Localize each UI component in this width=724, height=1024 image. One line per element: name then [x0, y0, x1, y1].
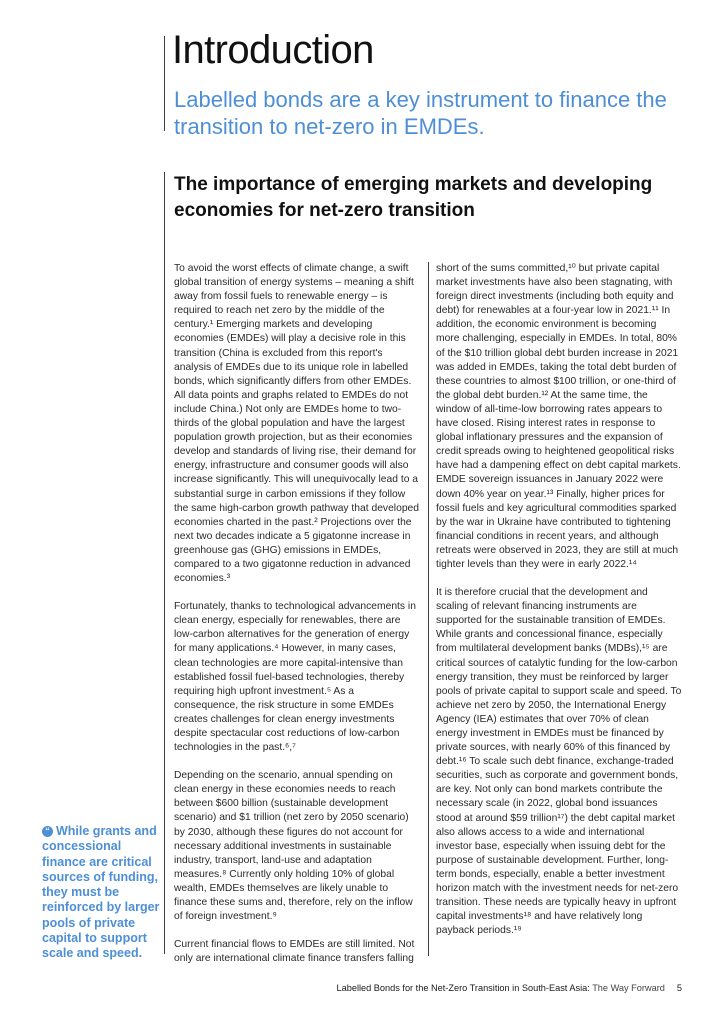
pull-quote: [42, 824, 160, 962]
body-paragraph: Current financial flows to EMDEs are still limited. Not only are international climate finance transfers falling: [174, 939, 415, 965]
page-number: 5: [676, 983, 682, 993]
section-rule: [164, 172, 165, 954]
footer-publication: Labelled Bonds for the Net-Zero Transition in South-East Asia:: [336, 983, 590, 993]
body-paragraph: It is therefore crucial that the development and scaling of relevant financing instruments are supported for the sustainable transition of EMDEs. While grants and concessional finance, especially from multilateral development banks (MDBs),¹⁵ are critical sources of catalytic funding for the low-carbon energy transition, they must be reinforced by larger pools of private capital to support scale and speed. To achieve net zero by 2050, the International Energy Agency (IEA) estimates that over 70% of clean energy investment in EMDEs must be financed by private sources, with nearly 60% of this financed by debt.¹⁶ To scale such debt finance, exchange-traded securities, such as corporate and government bonds, are key. Not only can bond markets contribute the necessary scale (in 2022, global bond issuances stood at around $59 trillion¹⁷) the debt capital market also allows access to a wide and international investor base, especially when issuing debt for the purpose of sustainable development. Further, long-term bonds, especially, enable a better investment horizon match with the investment needs for net-zero transition. These needs are typically heavy in upfront capital investments¹⁸ and have relatively long payback periods.¹⁹: [436, 587, 682, 937]
body-paragraph: short of the sums committed,¹⁰ but private capital market investments have also been stagnating, with foreign direct investments (including both equity and debt) for renewables at a four-year low in 2021.¹¹ In addition, the economic environment is becoming more challenging, especially in EMDEs. In total, 80% of the $10 trillion global debt burden increase in 2021 was added in EMDEs, taking the total debt burden of these countries to almost $100 trillion, or one-third of the global debt burden.¹² At the same time, the window of all-time-low borrowing rates appears to have closed. Rising interest rates in response to global inflationary pressures and the expansion of credit spreads owing to heightened geopolitical risks have had a dampening effect on debt capital markets. EMDE sovereign issuances in January 2022 were down 40% year on year.¹³ Finally, higher prices for fossil fuels and key agricultural commodities sparked by the war in Ukraine have contributed to tightening financial conditions in recent years, and although retreats were observed in 2023, they are still at much tighter levels than they were in early 2022.¹⁴: [436, 263, 681, 570]
body-column-right: [436, 262, 682, 952]
section-heading: The importance of emerging markets and developing economies for net-zero transition: [174, 174, 653, 221]
page-subtitle: Labelled bonds are a key instrument to finance the transition to net-zero in EMDEs.: [174, 87, 667, 139]
body-paragraph: Fortunately, thanks to technological advancements in clean energy, especially for renewables, there are low-carbon alternatives for the generation of energy for many applications.⁴ However, in many cases, clean technologies are more capital-intensive than established fossil fuel-based technologies, thereby requiring high upfront investment.⁵ As a consequence, the risk structure in some EMDEs creates challenges for clean energy investments despite spectacular cost reductions of low-carbon technologies in the past.⁶,⁷: [174, 601, 416, 754]
body-column-left: [174, 262, 420, 980]
footer-subtitle: The Way Forward: [589, 983, 665, 993]
body-paragraph: To avoid the worst effects of climate change, a swift global transition of energy systems – meaning a shift away from fossil fuels to renewable energy – is required to reach net zero by the middle of the century.¹ Emerging markets and developing economies (EMDEs) will play a decisive role in this transition (China is excluded from this report's analysis of EMDEs due to its unique role in labelled bonds, which significantly differs from other EMDEs. All data points and graphs related to EMDEs do not include China.) Not only are EMDEs home to two-thirds of the global population and have the largest population growth projection, but as their economies develop and standards of living rise, their demand for energy, infrastructure and consumer goods will also increase significantly. This will unequivocally lead to a substantial surge in carbon emissions if they follow the same high-carbon growth pathway that developed economies charted in the past.² Projections over the next two decades indicate a 5 gigatonne increase in greenhouse gas (GHG) emissions in EMDEs, compared to a two gigatonne reduction in advanced economies.³: [174, 263, 419, 585]
pull-quote-text: While grants and concessional finance are critical sources of funding, they must be reinforced by larger pools of private capital to support scale and speed.: [42, 824, 160, 961]
title-rule: [164, 36, 165, 131]
body-paragraph: Depending on the scenario, annual spending on clean energy in these economies needs to reach between $600 billion (sustainable development scenario) and $1 trillion (net zero by 2050 scenario) by 2030, although these figures do not account for necessary additional investments in sustainable industry, transport, land-use and adaptation measures.⁸ Currently only holding 10% of global wealth, EMDEs themselves are likely unable to finance these sums and, therefore, rely on the inflow of foreign investment.⁹: [174, 770, 413, 923]
column-divider: [428, 262, 429, 956]
quote-icon: “: [42, 826, 53, 837]
page-footer: [337, 983, 683, 993]
page-title: Introduction: [172, 28, 374, 72]
